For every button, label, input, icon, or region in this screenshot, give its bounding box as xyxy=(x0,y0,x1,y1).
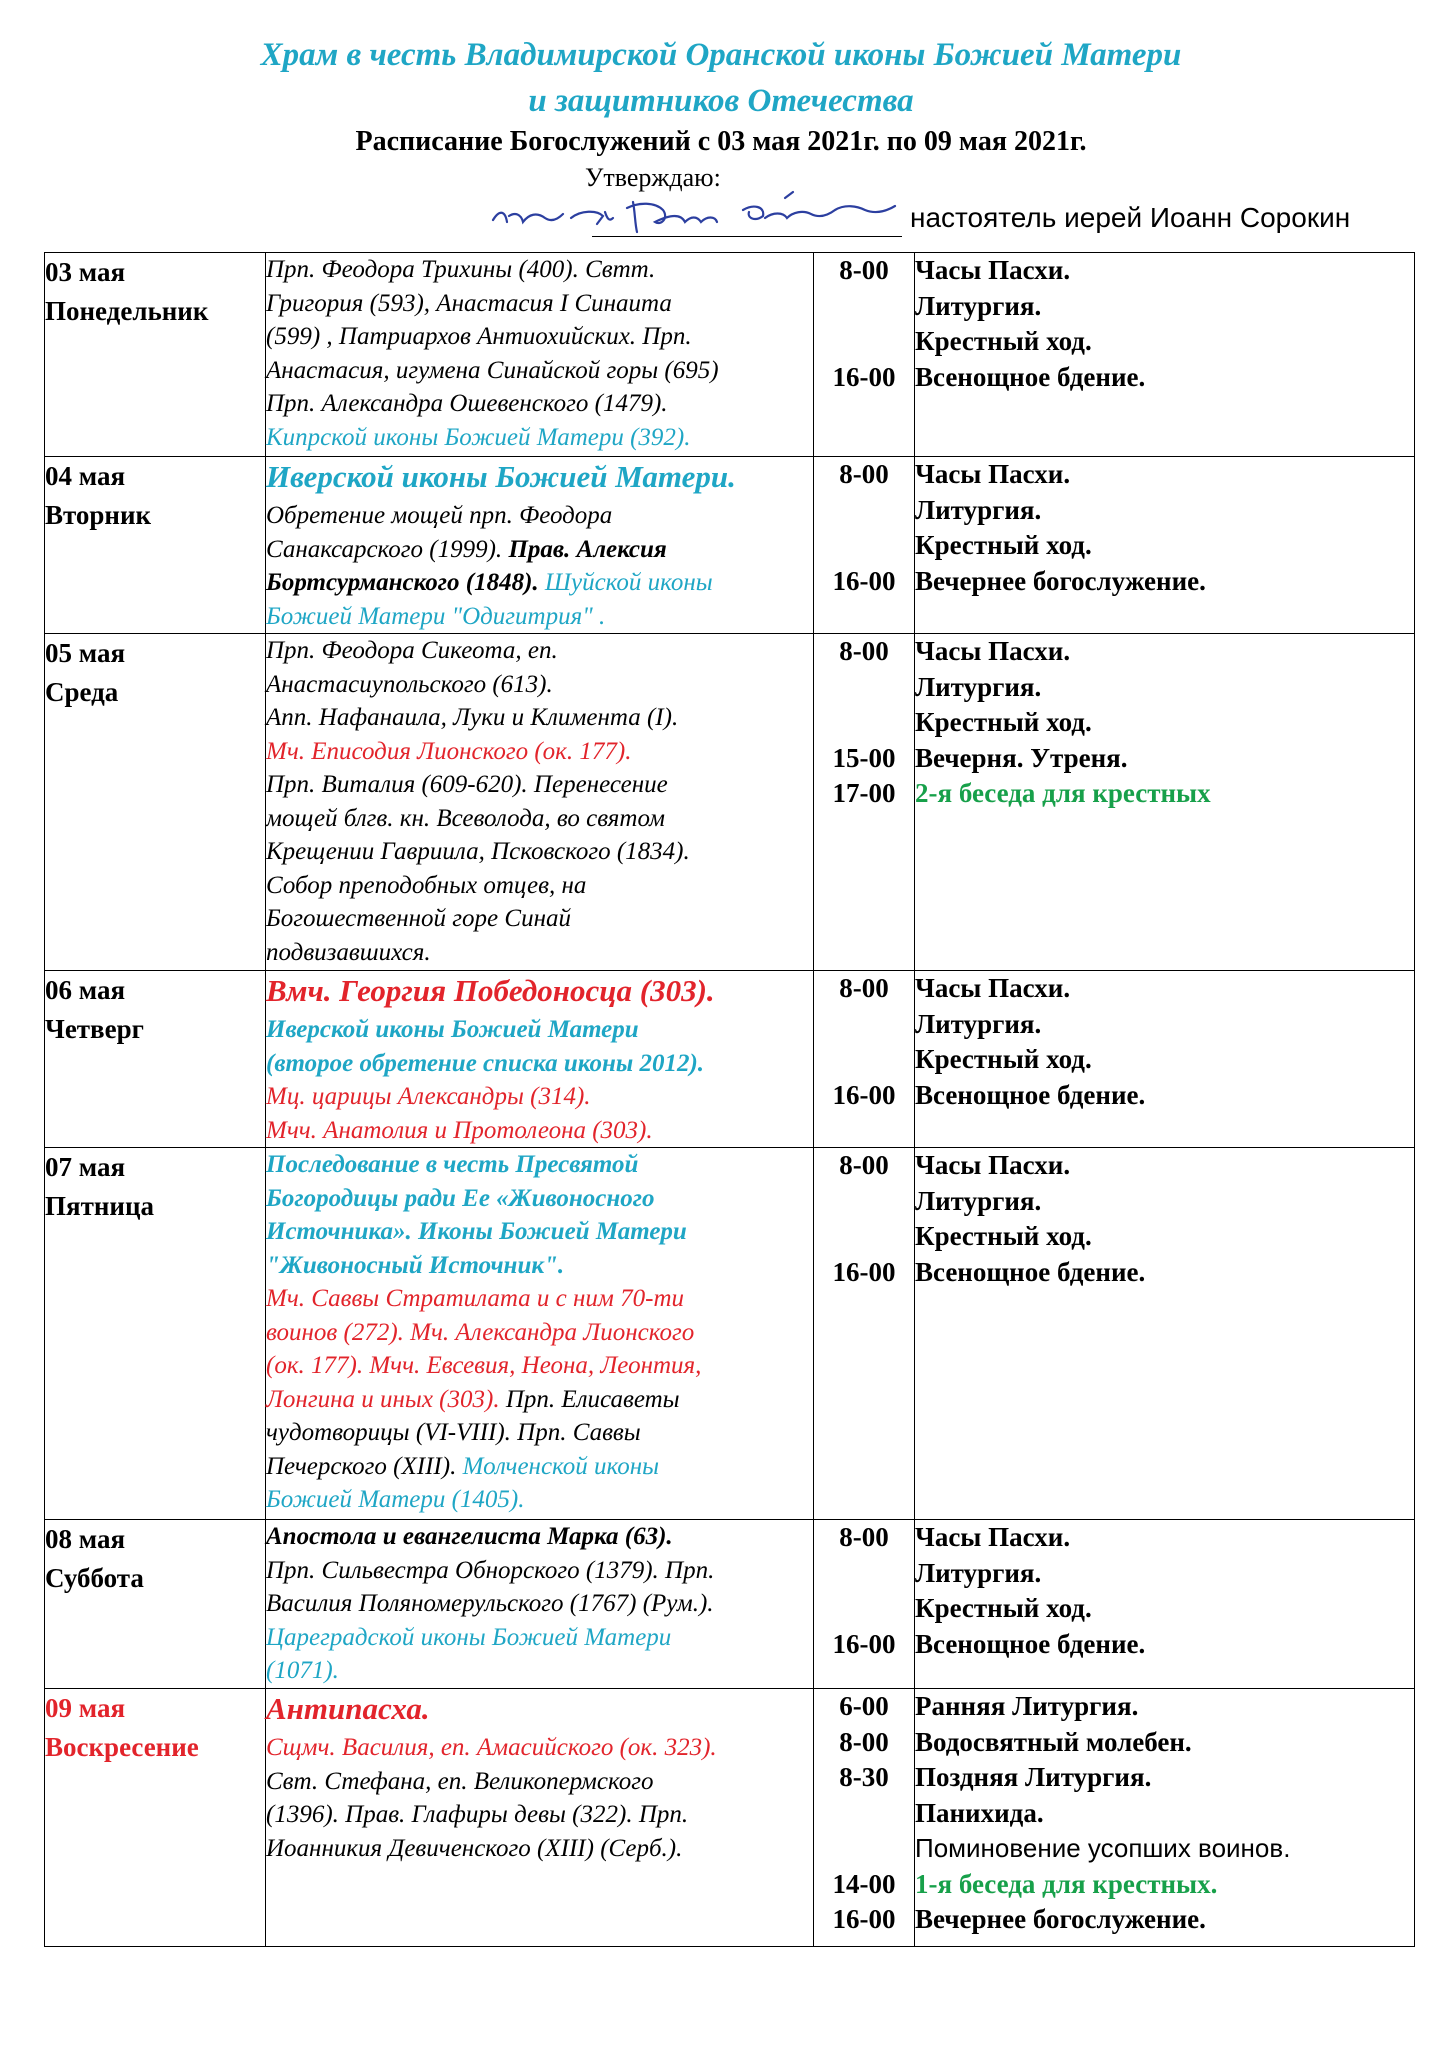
saints-line xyxy=(266,835,813,869)
signature-line xyxy=(592,236,902,237)
saints-text: Собор преподобных отцев, на xyxy=(266,871,587,899)
day-row xyxy=(45,971,1415,1148)
saints-text: Лонгина и иных (303). xyxy=(266,1385,506,1413)
saints-line xyxy=(266,1249,813,1283)
saints-text: Иверской иконы Божией Матери. xyxy=(266,459,736,494)
saints-text: Прп. Александра Ошевенского (1479). xyxy=(266,390,668,417)
saints-line xyxy=(266,1047,813,1081)
saints-line xyxy=(266,1316,813,1350)
service-name: Часы Пасхи. xyxy=(915,973,1071,1003)
saints-text: (599) , Патриархов Антиохийских. Прп. xyxy=(266,323,692,350)
saints-line xyxy=(266,768,813,802)
service-name: Часы Пасхи. xyxy=(915,636,1071,666)
saints-line xyxy=(266,1520,813,1554)
date-label: 08 мая xyxy=(45,1524,126,1554)
saints-text: Санаксарского (1999). xyxy=(266,535,509,563)
saints-text: воинов (272). Мч. Александра Лионского xyxy=(266,1318,695,1346)
saints-text: Последование в честь Пресвятой xyxy=(266,1151,639,1178)
saints-line xyxy=(266,533,813,567)
saints-line xyxy=(266,1450,813,1484)
date-label: 09 мая xyxy=(45,1693,126,1723)
schedule-body xyxy=(45,253,1415,1947)
service-name: Крестный ход. xyxy=(915,1044,1092,1074)
rector-name: настоятель иерей Иоанн Сорокин xyxy=(910,202,1351,233)
saints-line xyxy=(266,457,813,499)
saints-line xyxy=(266,600,813,634)
service-time: 8-30 xyxy=(839,1762,889,1792)
service-name: Вечернее богослужение. xyxy=(915,565,1206,596)
service-name: Часы Пасхи. xyxy=(915,255,1071,285)
service-time: 6-00 xyxy=(839,1691,889,1721)
service-time xyxy=(814,289,914,325)
weekday-label: Вторник xyxy=(45,500,152,530)
weekday-label: Воскресение xyxy=(45,1732,199,1762)
saints-text: Мц. царицы Александры (314). xyxy=(266,1083,591,1110)
saints-text: мощей блгв. кн. Всеволода, во святом xyxy=(266,804,665,832)
saints-line xyxy=(266,1383,813,1417)
weekday-label: Четверг xyxy=(45,1014,144,1044)
date-label: 03 мая xyxy=(45,257,126,287)
service-time xyxy=(814,528,914,564)
saints-line xyxy=(266,287,813,321)
day-row xyxy=(45,1520,1415,1689)
saints-line xyxy=(266,1013,813,1047)
saints-cell xyxy=(266,1520,814,1689)
service-name: Литургия. xyxy=(915,494,1042,525)
saints-cell xyxy=(266,253,814,457)
saints-line xyxy=(266,802,813,836)
service-time: 16-00 xyxy=(832,1079,896,1110)
service-time xyxy=(814,1007,914,1043)
service-name: Литургия. xyxy=(915,671,1042,702)
saints-line xyxy=(266,421,813,455)
service-name: Всенощное бдение. xyxy=(915,1628,1146,1659)
saints-line xyxy=(266,936,813,970)
saints-line xyxy=(266,1554,813,1588)
saints-line xyxy=(266,1114,813,1148)
saints-text: Источника». Иконы Божией Матери xyxy=(266,1218,687,1245)
service-name: Вечерня. Утреня. xyxy=(915,742,1128,773)
service-name: Литургия. xyxy=(915,1008,1042,1039)
saints-text: Шуйской иконы xyxy=(544,569,713,596)
saints-text: Иоанникия Девиченского (XIII) (Серб.). xyxy=(266,1834,683,1862)
saints-text: Прп. Феодора Трихины (400). Свтт. xyxy=(266,256,656,283)
saints-text: Богошественной горе Синай xyxy=(266,905,571,932)
service-name: Литургия. xyxy=(915,290,1042,321)
service-name: Часы Пасхи. xyxy=(915,1522,1071,1552)
service-name: Поминовение усопших воинов. xyxy=(915,1833,1291,1863)
saints-text: Апостола и евангелиста Марка (63). xyxy=(266,1523,673,1550)
saints-text: Божией Матери (1405). xyxy=(266,1486,525,1513)
saints-line xyxy=(266,1587,813,1621)
service-time xyxy=(814,1556,914,1592)
saints-text: Крещении Гавриила, Псковского (1834). xyxy=(266,838,690,865)
service-time: 8-00 xyxy=(839,1150,889,1180)
service-time: 16-00 xyxy=(832,565,896,596)
service-name: 2-я беседа для крестных xyxy=(915,778,1211,808)
service-time xyxy=(814,1831,914,1867)
saints-text: (1396). Прав. Глафиры девы (322). Прп. xyxy=(266,1801,689,1828)
service-time: 16-00 xyxy=(832,1904,896,1934)
weekday-label: Среда xyxy=(45,677,119,707)
service-name: Ранняя Литургия. xyxy=(915,1691,1139,1721)
day-row xyxy=(45,1689,1415,1947)
date-label: 06 мая xyxy=(45,975,126,1005)
saints-cell xyxy=(266,634,814,971)
saints-line xyxy=(266,387,813,421)
saints-line xyxy=(266,566,813,600)
date-cell xyxy=(45,1148,266,1520)
service-name: Крестный ход. xyxy=(915,1221,1092,1251)
saints-line xyxy=(266,668,813,702)
service-time: 8-00 xyxy=(839,973,889,1003)
service-name: Литургия. xyxy=(915,1185,1042,1216)
schedule-subtitle: Расписание Богослужений с 03 мая 2021г. по 09 мая 2021г. xyxy=(355,126,1087,157)
saints-line xyxy=(266,499,813,533)
date-cell xyxy=(45,634,266,971)
service-name: Литургия. xyxy=(915,1557,1042,1588)
saints-text: Василия Поляномерульского (1767) (Рум.). xyxy=(266,1590,714,1617)
saints-text: Молченской иконы xyxy=(462,1452,660,1480)
date-label: 04 мая xyxy=(45,461,126,491)
saints-text: (1071). xyxy=(266,1657,339,1684)
saints-cell xyxy=(266,971,814,1148)
weekday-label: Понедельник xyxy=(45,296,209,326)
services-cell xyxy=(915,634,1415,971)
day-row xyxy=(45,457,1415,634)
service-time xyxy=(814,705,914,741)
service-time xyxy=(814,670,914,706)
service-name: Всенощное бдение. xyxy=(915,361,1146,392)
service-time: 14-00 xyxy=(832,1868,896,1899)
saints-line xyxy=(266,1483,813,1517)
service-time xyxy=(814,493,914,529)
weekday-label: Суббота xyxy=(45,1563,144,1593)
saints-text: Мч. Саввы Стратилата и с ним 70-ти xyxy=(266,1285,685,1312)
saints-text: Цареградской иконы Божией Матери xyxy=(266,1623,672,1651)
service-name: Крестный ход. xyxy=(915,707,1092,737)
date-label: 07 мая xyxy=(45,1152,126,1182)
saints-text: Божией Матери "Одигитрия" . xyxy=(266,602,606,630)
saints-cell xyxy=(266,1689,814,1947)
schedule-table xyxy=(44,252,1415,1947)
time-cell xyxy=(814,1148,915,1520)
service-time xyxy=(814,1591,914,1627)
saints-text: Вмч. Георгия Победоносца (303). xyxy=(266,973,715,1008)
saints-text: Прп. Виталия (609-620). Перенесение xyxy=(266,771,668,798)
services-cell xyxy=(915,971,1415,1148)
signature-image xyxy=(485,188,905,248)
church-title-line-1: Храм в честь Владимирской Оранской иконы Божией Матери xyxy=(260,37,1182,73)
services-cell xyxy=(915,253,1415,457)
service-time: 8-00 xyxy=(839,255,889,285)
saints-line xyxy=(266,1080,813,1114)
saints-line xyxy=(266,1798,813,1832)
church-title-line-2: и защитников Отечества xyxy=(528,83,914,119)
saints-text: подвизавшихся. xyxy=(266,938,431,966)
saints-text: Прп. Елисаветы xyxy=(505,1385,680,1413)
saints-text: Прав. Алексия xyxy=(508,535,667,563)
saints-line xyxy=(266,1731,813,1765)
service-time: 8-00 xyxy=(839,636,889,666)
saints-text: Мчч. Анатолия и Протолеона (303). xyxy=(266,1116,653,1144)
approval-label: Утверждаю: xyxy=(585,163,721,192)
time-cell xyxy=(814,971,915,1148)
saints-line xyxy=(266,1765,813,1799)
date-cell xyxy=(45,457,266,634)
service-time: 8-00 xyxy=(839,459,889,489)
service-name: Всенощное бдение. xyxy=(915,1256,1146,1287)
saints-line xyxy=(266,1148,813,1182)
saints-text: Богородицы ради Ее «Живоносного xyxy=(266,1184,655,1212)
saints-text: чудотворицы (VI-VIII). Прп. Саввы xyxy=(266,1419,641,1446)
service-name: Часы Пасхи. xyxy=(915,1150,1071,1180)
saints-line xyxy=(266,1215,813,1249)
service-name: Панихида. xyxy=(915,1797,1044,1828)
service-name: Крестный ход. xyxy=(915,530,1092,560)
date-label: 05 мая xyxy=(45,638,126,668)
saints-cell xyxy=(266,457,814,634)
services-cell xyxy=(915,1689,1415,1947)
date-cell xyxy=(45,1689,266,1947)
saints-text: Свт. Стефана, еп. Великопермского xyxy=(266,1767,654,1795)
saints-line xyxy=(266,1182,813,1216)
saints-cell xyxy=(266,1148,814,1520)
saints-line xyxy=(266,869,813,903)
service-time xyxy=(814,324,914,360)
saints-line xyxy=(266,634,813,668)
time-cell xyxy=(814,1520,915,1689)
saints-line xyxy=(266,1282,813,1316)
service-name: Крестный ход. xyxy=(915,1593,1092,1623)
time-cell xyxy=(814,253,915,457)
saints-text: Апп. Нафанаила, Луки и Климента (I). xyxy=(266,704,679,731)
service-time: 17-00 xyxy=(832,778,896,808)
saints-text: Анастасиупольского (613). xyxy=(266,670,553,698)
saints-line xyxy=(266,701,813,735)
saints-text: Мч. Еписодия Лионского (ок. 177). xyxy=(266,737,632,765)
weekday-label: Пятница xyxy=(45,1191,155,1221)
date-cell xyxy=(45,1520,266,1689)
saints-text: Антипасха. xyxy=(266,1691,430,1726)
saints-text: (второе обретение списка иконы 2012). xyxy=(266,1049,705,1077)
saints-line xyxy=(266,1832,813,1866)
saints-text: Прп. Феодора Сикеота, еп. xyxy=(266,637,558,664)
saints-line xyxy=(266,1621,813,1655)
service-name: Всенощное бдение. xyxy=(915,1079,1146,1110)
date-cell xyxy=(45,971,266,1148)
service-time: 16-00 xyxy=(832,1628,896,1659)
service-time: 16-00 xyxy=(832,1256,896,1287)
service-name: Крестный ход. xyxy=(915,326,1092,356)
saints-line xyxy=(266,1416,813,1450)
saints-text: Обретение мощей прп. Феодора xyxy=(266,502,613,529)
saints-text: Бортсурманского (1848). xyxy=(266,569,545,596)
service-name: Часы Пасхи. xyxy=(915,459,1071,489)
saints-line xyxy=(266,735,813,769)
service-time xyxy=(814,1796,914,1832)
saints-line xyxy=(266,1689,813,1731)
service-name: Водосвятный молебен. xyxy=(915,1726,1192,1757)
service-time xyxy=(814,1219,914,1255)
time-cell xyxy=(814,457,915,634)
service-name: Поздняя Литургия. xyxy=(915,1762,1152,1792)
day-row xyxy=(45,253,1415,457)
saints-text: Печерского (XIII). xyxy=(266,1452,463,1480)
service-time: 16-00 xyxy=(832,361,896,392)
saints-text: Анастасия, игумена Синайской горы (695) xyxy=(266,356,719,384)
saints-line xyxy=(266,320,813,354)
services-cell xyxy=(915,1520,1415,1689)
date-cell xyxy=(45,253,266,457)
day-row xyxy=(45,1148,1415,1520)
saints-text: Иверской иконы Божией Матери xyxy=(266,1016,639,1043)
saints-line xyxy=(266,354,813,388)
saints-line xyxy=(266,1654,813,1688)
time-cell xyxy=(814,634,915,971)
service-time xyxy=(814,1184,914,1220)
saints-line xyxy=(266,971,813,1013)
saints-text: "Живоносный Источник". xyxy=(266,1251,565,1279)
saints-line xyxy=(266,253,813,287)
saints-text: Прп. Сильвестра Обнорского (1379). Прп. xyxy=(266,1556,715,1584)
saints-text: Кипрской иконы Божией Матери (392). xyxy=(266,423,691,451)
saints-text: Григория (593), Анастасия I Синаита xyxy=(266,289,672,317)
services-cell xyxy=(915,1148,1415,1520)
service-name: Вечернее богослужение. xyxy=(915,1904,1206,1934)
time-cell xyxy=(814,1689,915,1947)
service-time: 15-00 xyxy=(832,742,896,773)
day-row xyxy=(45,634,1415,971)
services-cell xyxy=(915,457,1415,634)
saints-line xyxy=(266,902,813,936)
saints-text: Сщмч. Василия, еп. Амасийского (ок. 323). xyxy=(266,1734,717,1761)
service-time xyxy=(814,1042,914,1078)
service-time: 8-00 xyxy=(839,1522,889,1552)
service-name: 1-я беседа для крестных. xyxy=(915,1868,1218,1899)
saints-text: (ок. 177). Мчч. Евсевия, Неона, Леонтия, xyxy=(266,1352,702,1379)
saints-line xyxy=(266,1349,813,1383)
service-time: 8-00 xyxy=(839,1726,889,1757)
